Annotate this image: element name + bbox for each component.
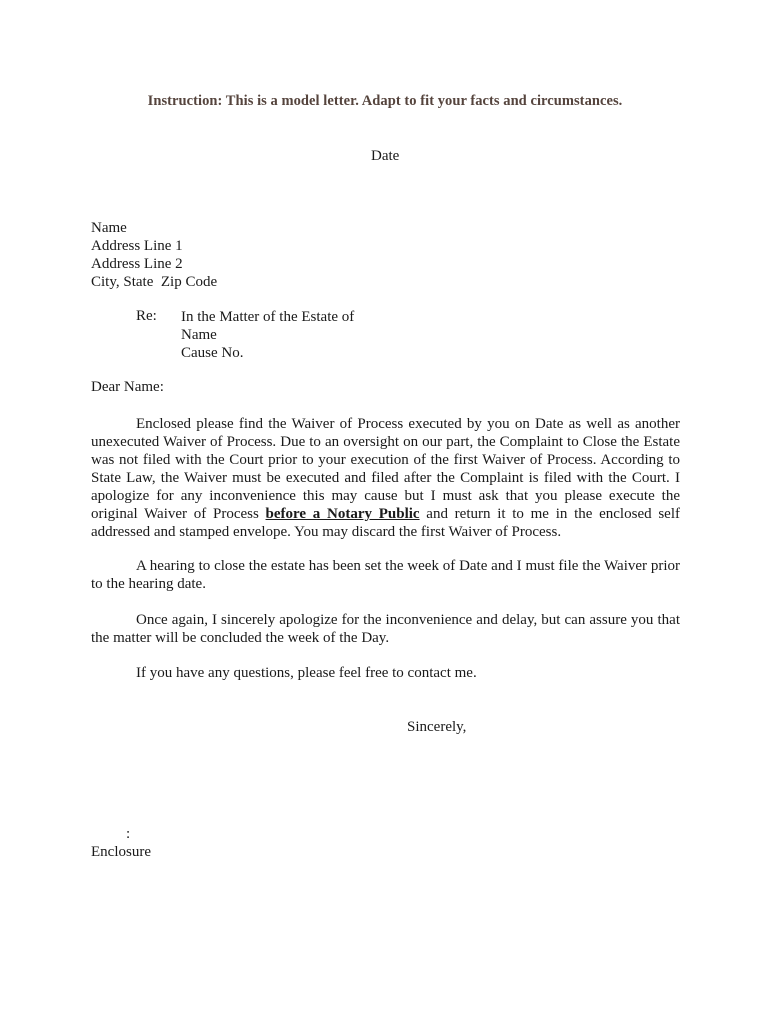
re-cause-number: Cause No. [181,345,244,361]
instruction-heading: Instruction: This is a model letter. Adapt to fit your facts and circumstances. [147,93,623,109]
closing: Sincerely, [407,719,467,735]
recipient-address-line-1: Address Line 1 [91,238,183,254]
signature-colon-mark: : [126,826,131,842]
body-paragraph-2-text: A hearing to close the estate has been set the week of Date and I must file the Waiver prior to the hearing date. [91,558,680,592]
recipient-city-state-zip: City, State Zip Code [91,274,218,290]
re-label: Re: [136,308,157,324]
recipient-address-line-2: Address Line 2 [91,256,183,272]
re-matter: In the Matter of the Estate of [181,309,355,325]
notary-emphasis: before a Notary Public [265,506,420,522]
letter-date: Date [371,148,400,164]
body-paragraph-2 [91,557,680,593]
re-block [181,308,354,362]
body-paragraph-1 [91,415,680,541]
body-paragraph-1-part-1: Enclosed please find the Waiver of Process executed by you on Date as well as another unexecuted Waiver of Process. Due to an oversight on our part, the Complaint to Close the Estate was not filed with the Court prior to your execution of the first Waiver of Process. According to State Law, the Waiver must be executed and filed after the Complaint is filed with the Court. I apologize for any inconvenience this may cause but I must ask that you please execute the original Waiver of Process [91,416,680,522]
body-paragraph-4: If you have any questions, please feel free to contact me. [136,665,477,681]
body-paragraph-1-part-2: and return it to me in the enclosed self addressed and stamped envelope. You may discard the first Waiver of Process. [91,506,680,540]
body-paragraph-3 [91,611,680,647]
body-paragraph-3-text: Once again, I sincerely apologize for the inconvenience and delay, but can assure you that the matter will be concluded the week of the Day. [91,612,680,646]
enclosure-note: Enclosure [91,844,151,860]
re-name: Name [181,327,217,343]
recipient-name: Name [91,220,127,236]
recipient-address-block [91,219,217,291]
salutation: Dear Name: [91,379,164,395]
